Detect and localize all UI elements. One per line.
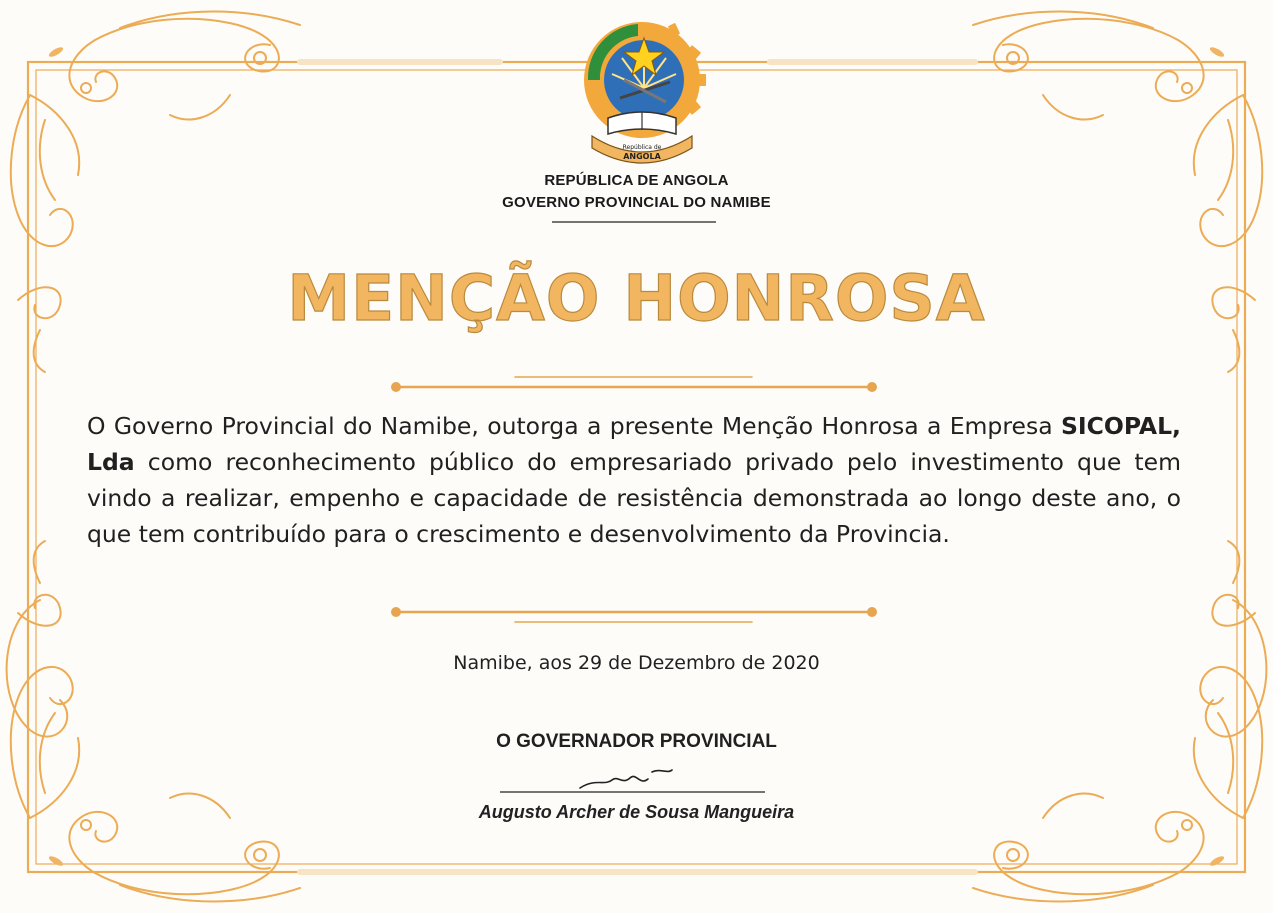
angola-coat-of-arms-emblem [578,18,706,164]
svg-text:República de: República de [622,144,662,151]
company-name: SICOPAL, Lda [87,412,1181,476]
certificate-title: MENÇÃO HONROSA [287,262,986,335]
issuer-country: REPÚBLICA DE ANGOLA [544,172,729,189]
certificate-body [87,408,1181,552]
date-line: Namibe, aos 29 de Dezembro de 2020 [453,652,820,674]
signature-mark [580,770,672,788]
body-intro: O Governo Provincial do Namibe, outorga a presente Menção Honrosa a Empresa [87,412,1061,440]
issuer-government: GOVERNO PROVINCIAL DO NAMIBE [502,194,771,211]
signatory-name: Augusto Archer de Sousa Mangueira [478,802,795,822]
body-rest: como reconhecimento público do empresariado privado pelo investimento que tem vindo a realizar, empenho e capacidade de resistência demonstrada ao longo deste ano, o que tem contribuído para o crescimento e desenvolvimento da Provincia. [87,448,1181,548]
svg-text:ANGOLA: ANGOLA [623,152,661,161]
body-divider [391,607,877,622]
title-divider [391,377,877,392]
signatory-title: O GOVERNADOR PROVINCIAL [496,731,777,752]
